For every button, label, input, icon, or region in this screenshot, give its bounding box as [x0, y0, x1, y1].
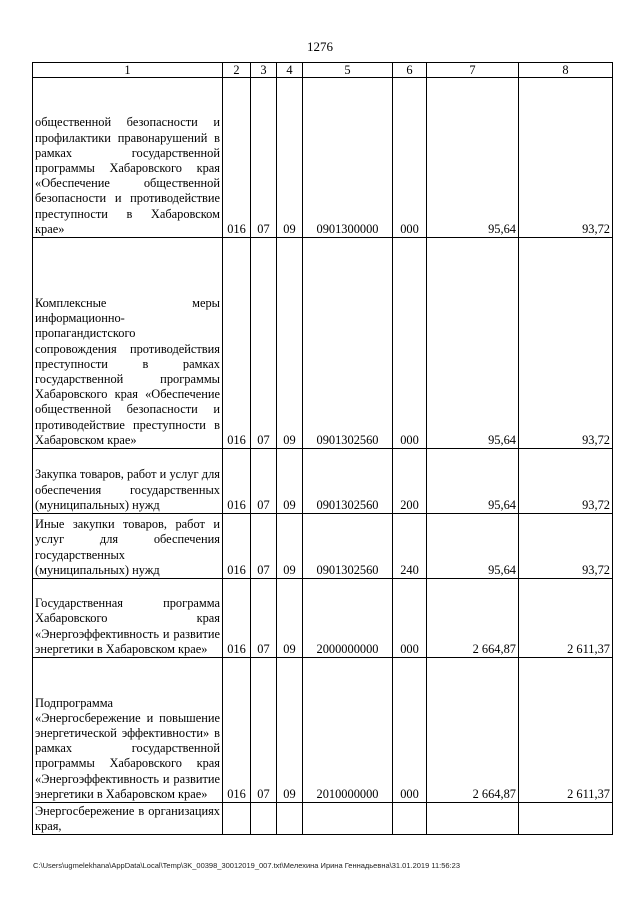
- row-target-code: 0901300000: [303, 78, 393, 238]
- row-expense-type: 000: [393, 78, 427, 238]
- row-section-code: 07: [251, 449, 277, 514]
- row-target-code: 0901302560: [303, 514, 393, 579]
- row-section-code: [251, 803, 277, 835]
- row-target-code: 2010000000: [303, 658, 393, 803]
- row-section-code: 07: [251, 579, 277, 658]
- row-expense-type: 000: [393, 658, 427, 803]
- row-amount-1: 2 664,87: [427, 579, 519, 658]
- table-row: [33, 803, 613, 835]
- row-target-code: 2000000000: [303, 579, 393, 658]
- table-row: [33, 658, 613, 803]
- row-description: Комплексные меры информационно-пропагандистского сопровождения противодействия преступности в рамках государственной программы Хабаровского края «Обеспечение общественной безопасности и противодействие преступности в Хабаровском крае»: [33, 238, 223, 449]
- row-amount-1: 95,64: [427, 514, 519, 579]
- row-description: Иные закупки товаров, работ и услуг для обеспечения государственных (муниципальных) нужд: [33, 514, 223, 579]
- row-ministry-code: 016: [223, 514, 251, 579]
- row-description: Государственная программа Хабаровского края «Энергоэффективность и развитие энергетики в Хабаровском крае»: [33, 579, 223, 658]
- table-row: [33, 514, 613, 579]
- row-ministry-code: 016: [223, 449, 251, 514]
- row-amount-1: 95,64: [427, 238, 519, 449]
- row-amount-1: 95,64: [427, 78, 519, 238]
- row-amount-2: 93,72: [519, 238, 613, 449]
- row-ministry-code: 016: [223, 658, 251, 803]
- row-subsection-code: 09: [277, 449, 303, 514]
- row-amount-2: 93,72: [519, 78, 613, 238]
- row-expense-type: 200: [393, 449, 427, 514]
- row-description: Энергосбережение в организациях края,: [33, 803, 223, 835]
- col-header-4: 4: [277, 63, 303, 78]
- row-amount-2: 93,72: [519, 449, 613, 514]
- row-amount-2: 2 611,37: [519, 579, 613, 658]
- row-subsection-code: 09: [277, 514, 303, 579]
- row-section-code: 07: [251, 78, 277, 238]
- row-expense-type: 240: [393, 514, 427, 579]
- table-row: [33, 238, 613, 449]
- row-amount-2: 2 611,37: [519, 658, 613, 803]
- row-expense-type: 000: [393, 579, 427, 658]
- row-description: Закупка товаров, работ и услуг для обеспечения государственных (муниципальных) нужд: [33, 449, 223, 514]
- row-section-code: 07: [251, 514, 277, 579]
- col-header-1: 1: [33, 63, 223, 78]
- row-ministry-code: 016: [223, 78, 251, 238]
- table-row: [33, 78, 613, 238]
- row-subsection-code: 09: [277, 658, 303, 803]
- row-description: Подпрограмма «Энергосбережение и повышение энергетической эффективности» в рамках государственной программы Хабаровского края «Энергоэффективность и развитие энергетики в Хабаровском крае»: [33, 658, 223, 803]
- column-number-row: [33, 63, 613, 78]
- row-amount-2: 93,72: [519, 514, 613, 579]
- row-section-code: 07: [251, 658, 277, 803]
- col-header-7: 7: [427, 63, 519, 78]
- budget-table: [32, 62, 613, 835]
- row-expense-type: 000: [393, 238, 427, 449]
- file-path-footer: C:\Users\ugmelekhana\AppData\Local\Temp\3K_00398_30012019_007.txt\Мелехина Ирина Геннадьевна\31.01.2019 11:56:23: [33, 861, 460, 870]
- row-target-code: [303, 803, 393, 835]
- row-expense-type: [393, 803, 427, 835]
- row-subsection-code: 09: [277, 579, 303, 658]
- row-subsection-code: 09: [277, 238, 303, 449]
- col-header-2: 2: [223, 63, 251, 78]
- col-header-8: 8: [519, 63, 613, 78]
- row-description: общественной безопасности и профилактики правонарушений в рамках государственной программы Хабаровского края «Обеспечение общественной безопасности и противодействие преступности в Хабаровском крае»: [33, 78, 223, 238]
- row-target-code: 0901302560: [303, 238, 393, 449]
- row-subsection-code: [277, 803, 303, 835]
- table-row: [33, 579, 613, 658]
- row-ministry-code: [223, 803, 251, 835]
- row-ministry-code: 016: [223, 238, 251, 449]
- col-header-3: 3: [251, 63, 277, 78]
- row-section-code: 07: [251, 238, 277, 449]
- page-number: 1276: [307, 39, 333, 54]
- row-amount-1: [427, 803, 519, 835]
- row-subsection-code: 09: [277, 78, 303, 238]
- col-header-5: 5: [303, 63, 393, 78]
- row-amount-1: 2 664,87: [427, 658, 519, 803]
- row-amount-1: 95,64: [427, 449, 519, 514]
- col-header-6: 6: [393, 63, 427, 78]
- row-amount-2: [519, 803, 613, 835]
- row-target-code: 0901302560: [303, 449, 393, 514]
- row-ministry-code: 016: [223, 579, 251, 658]
- table-row: [33, 449, 613, 514]
